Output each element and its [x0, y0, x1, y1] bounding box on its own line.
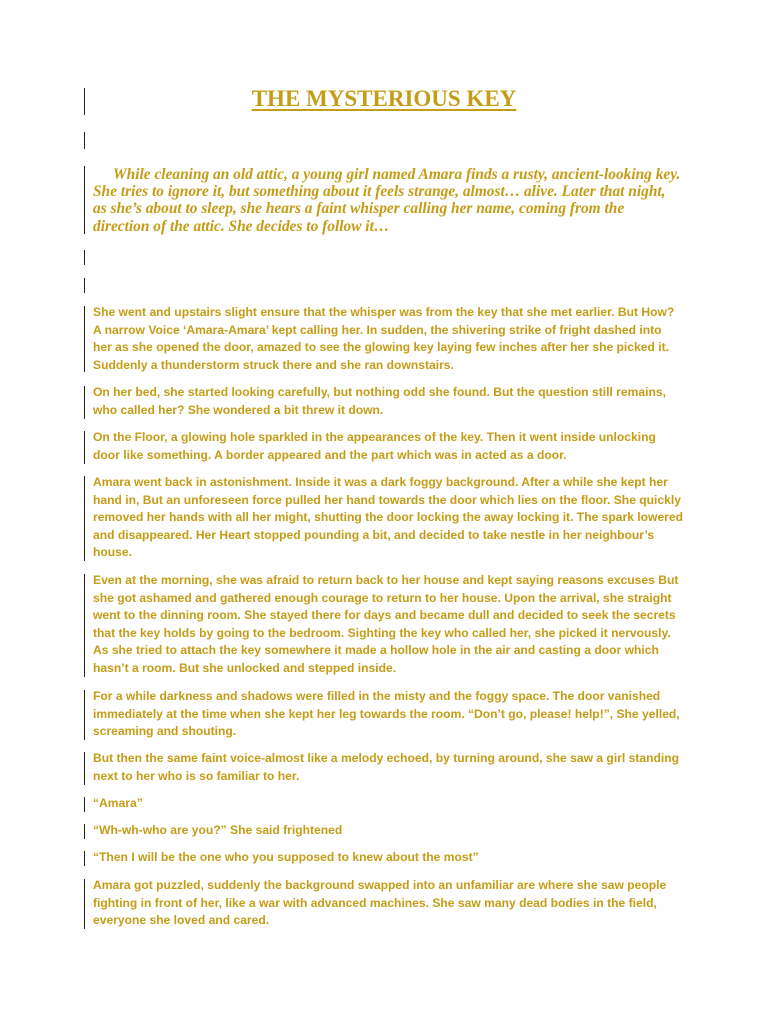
margin-bar	[84, 797, 85, 812]
story-paragraph: On the Floor, a glowing hole sparkled in the appearances of the key. Then it went inside unlocking door like something. A border appeared and the part which was in acted as a door.	[93, 430, 656, 462]
story-paragraph: For a while darkness and shadows were filled in the misty and the foggy space. The door vanished immediately at the time when she kept her leg towards the room. “Don’t go, please! help!”, She yelled, screaming and shouting.	[93, 689, 680, 739]
story-paragraph: She went and upstairs slight ensure that the whisper was from the key that she met earlier. But How? A narrow Voice ‘Amara-Amara’ kept calling her. In sudden, the shivering strike of fright dashed into her as she opened the door, amazed to see the glowing key laying few inches after her she picked it. Suddenly a thunderstorm struck there and she ran downstairs.	[93, 305, 675, 372]
intro-paragraph: While cleaning an old attic, a young girl named Amara finds a rusty, ancient-looking key. She tries to ignore it, but something about it feels strange, almost… alive. Later that night, as she’s about to sleep, she hears a faint whisper calling her name, coming from the direction of the attic. She decides to follow it…	[93, 166, 681, 235]
margin-bar	[84, 574, 85, 677]
story-paragraph: Amara went back in astonishment. Inside it was a dark foggy background. After a while she kept her hand in, But an unforeseen force pulled her hand towards the door which lies on the floor. She quickly removed her hands with all her might, shutting the door locking the away locking it. The spark lowered and disappeared. Her Heart stopped pounding a bit, and decided to take nestle in her neighbour’s house.	[93, 475, 684, 560]
margin-bar	[84, 278, 85, 293]
document-title: THE MYSTERIOUS KEY	[251, 86, 517, 111]
story-paragraph: “Wh-wh-who are you?” She said frightened	[93, 823, 343, 837]
margin-bar	[84, 824, 85, 839]
margin-bar	[84, 431, 85, 464]
margin-bar	[84, 132, 85, 149]
margin-bar	[84, 250, 85, 265]
story-paragraph: Even at the morning, she was afraid to return back to her house and kept saying reasons excuses But she got ashamed and gathered enough courage to return to her house. Upon the arrival, she straight went to the dinning room. She stayed there for days and became dull and decided to seek the secrets that the key holds by going to the bedroom. Sighting the key who called her, she picked it nervously. As she tried to attach the key somewhere it made a hollow hole in the air and casting a door which hasn’t a room. But she unlocked and stepped inside.	[93, 573, 679, 675]
margin-bar	[84, 851, 85, 866]
story-paragraph: “Amara”	[93, 796, 143, 810]
margin-bar	[84, 306, 85, 372]
story-paragraph: Amara got puzzled, suddenly the background swapped into an unfamiliar are where she saw people fighting in front of her, like a war with advanced machines. She saw many dead bodies in the field, everyone she loved and cared.	[93, 878, 667, 928]
margin-bar	[84, 752, 85, 785]
story-paragraph: On her bed, she started looking carefully, but nothing odd she found. But the question still remains, who called her? She wondered a bit threw it down.	[93, 385, 666, 417]
margin-bar	[84, 386, 85, 419]
margin-bar	[84, 690, 85, 740]
margin-bar	[84, 88, 85, 115]
story-paragraph: “Then I will be the one who you supposed to knew about the most”	[93, 850, 479, 864]
margin-bar	[84, 476, 85, 561]
story-paragraph: But then the same faint voice-almost like a melody echoed, by turning around, she saw a girl standing next to her who is so familiar to her.	[93, 751, 679, 783]
margin-bar	[84, 879, 85, 929]
margin-bar	[84, 166, 85, 234]
